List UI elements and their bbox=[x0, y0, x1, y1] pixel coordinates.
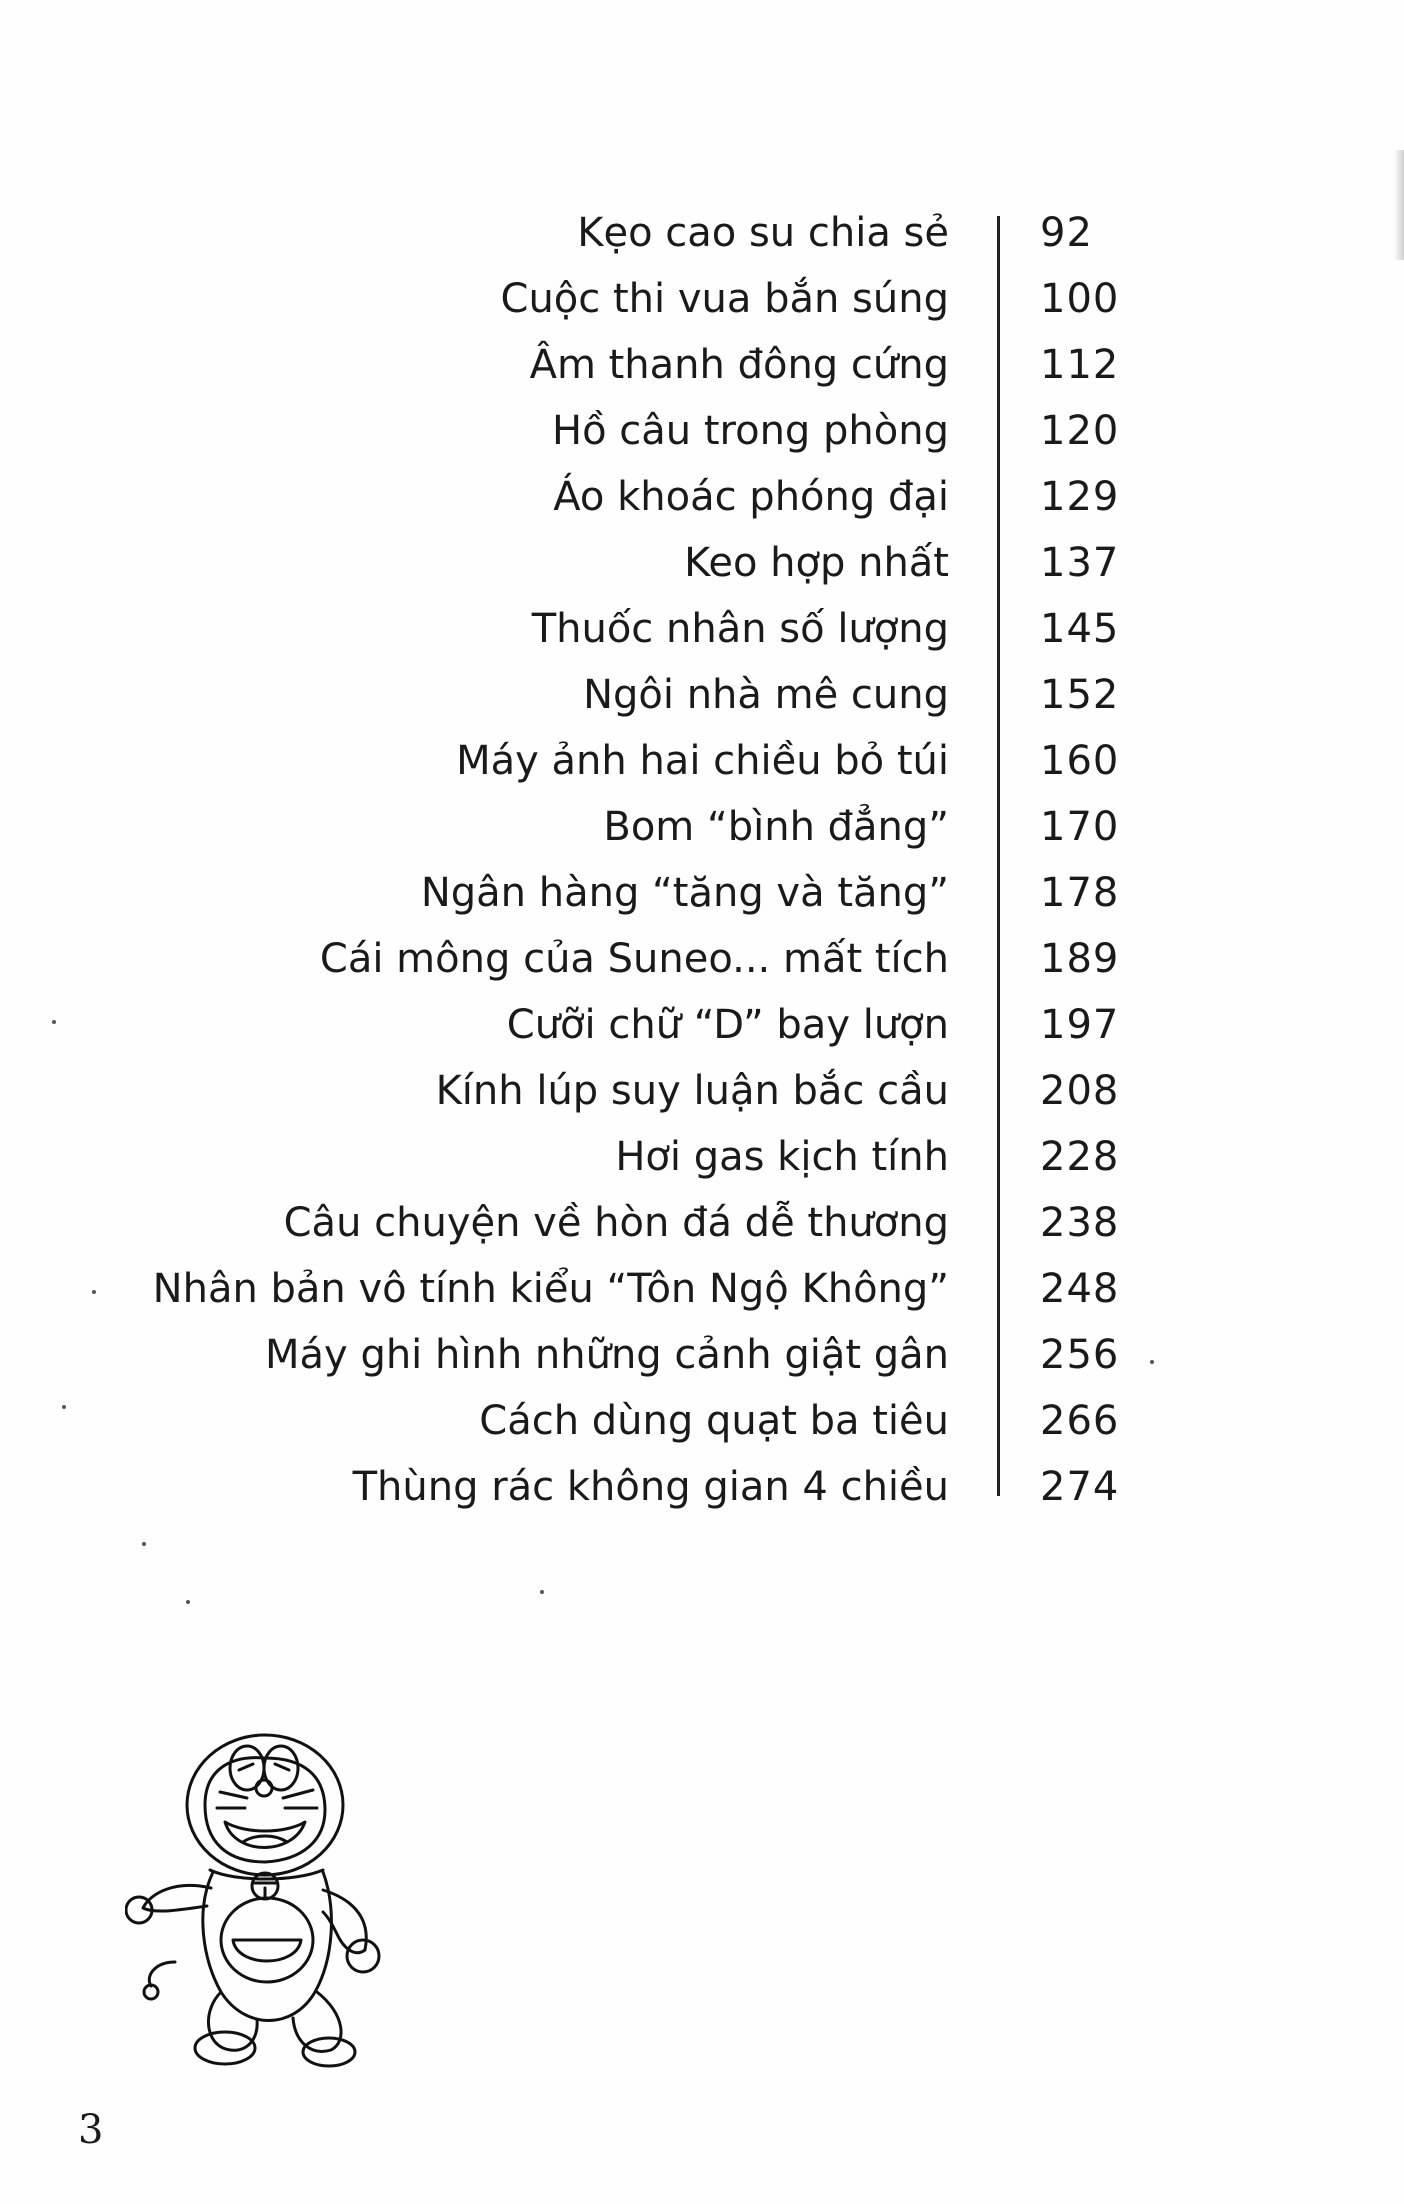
toc-entry-title: Áo khoác phóng đại bbox=[553, 474, 949, 520]
toc-entry-page: 248 bbox=[1040, 1266, 1120, 1312]
mascot-pocket bbox=[233, 1940, 301, 1961]
toc-row bbox=[0, 596, 1404, 662]
toc-entry-title: Nhân bản vô tính kiểu “Tôn Ngộ Không” bbox=[152, 1266, 949, 1312]
toc-entry-title: Cái mông của Suneo... mất tích bbox=[319, 936, 949, 982]
scan-speck bbox=[1150, 1360, 1154, 1364]
toc-row bbox=[0, 464, 1404, 530]
toc-entry-page: 160 bbox=[1040, 738, 1120, 784]
scan-speck bbox=[540, 1590, 544, 1594]
toc-row bbox=[0, 398, 1404, 464]
toc-entry-title: Hơi gas kịch tính bbox=[615, 1134, 949, 1180]
mascot-right-hand bbox=[347, 1940, 379, 1972]
toc-entry-title: Cưỡi chữ “D” bay lượn bbox=[506, 1002, 949, 1048]
scan-speck bbox=[52, 1020, 56, 1024]
toc-row bbox=[0, 926, 1404, 992]
mascot-whiskers bbox=[217, 1790, 317, 1808]
toc-row bbox=[0, 1322, 1404, 1388]
toc-entry-title: Bom “bình đẳng” bbox=[603, 804, 949, 850]
doraemon-mascot-icon bbox=[125, 1730, 385, 2080]
toc-entry-title: Cuộc thi vua bắn súng bbox=[500, 276, 949, 322]
toc-column-divider bbox=[997, 216, 1000, 1496]
toc-entry-title: Máy ảnh hai chiều bỏ túi bbox=[456, 738, 949, 784]
mascot-head bbox=[187, 1735, 343, 1875]
toc-row bbox=[0, 794, 1404, 860]
toc-row bbox=[0, 332, 1404, 398]
toc-entry-page: 120 bbox=[1040, 408, 1120, 454]
toc-entry-title: Kính lúp suy luận bắc cầu bbox=[435, 1068, 949, 1114]
toc-entry-title: Thuốc nhân số lượng bbox=[531, 606, 949, 652]
toc-row bbox=[0, 662, 1404, 728]
table-of-contents bbox=[0, 200, 1404, 1510]
toc-entry-page: 189 bbox=[1040, 936, 1120, 982]
toc-entry-page: 266 bbox=[1040, 1398, 1120, 1444]
toc-entry-page: 197 bbox=[1040, 1002, 1120, 1048]
toc-row bbox=[0, 728, 1404, 794]
toc-entry-page: 152 bbox=[1040, 672, 1120, 718]
toc-entry-title: Âm thanh đông cứng bbox=[529, 342, 949, 388]
toc-row bbox=[0, 266, 1404, 332]
scan-speck bbox=[142, 1542, 146, 1546]
toc-entry-title: Máy ghi hình những cảnh giật gân bbox=[265, 1332, 949, 1378]
toc-entry-page: 228 bbox=[1040, 1134, 1120, 1180]
toc-entry-title: Cách dùng quạt ba tiêu bbox=[479, 1398, 949, 1444]
page-number: 3 bbox=[78, 2107, 104, 2153]
mascot-nose bbox=[256, 1780, 272, 1796]
toc-row bbox=[0, 1190, 1404, 1256]
toc-entry-title: Keo hợp nhất bbox=[684, 540, 949, 586]
toc-entry-page: 137 bbox=[1040, 540, 1120, 586]
mascot-tongue bbox=[243, 1836, 287, 1842]
toc-entry-title: Hồ câu trong phòng bbox=[552, 408, 949, 454]
toc-entry-title: Câu chuyện về hòn đá dễ thương bbox=[283, 1200, 949, 1246]
toc-entry-page: 129 bbox=[1040, 474, 1120, 520]
toc-entry-page: 100 bbox=[1040, 276, 1120, 322]
toc-entry-page: 274 bbox=[1040, 1464, 1120, 1510]
toc-entry-page: 92 bbox=[1040, 210, 1093, 256]
toc-entry-title: Ngôi nhà mê cung bbox=[583, 672, 949, 718]
toc-entry-title: Ngân hàng “tăng và tăng” bbox=[420, 870, 949, 916]
toc-entry-page: 170 bbox=[1040, 804, 1120, 850]
toc-row bbox=[0, 860, 1404, 926]
toc-entry-page: 145 bbox=[1040, 606, 1120, 652]
toc-row bbox=[0, 1124, 1404, 1190]
toc-entry-page: 112 bbox=[1040, 342, 1120, 388]
toc-entry-title: Thùng rác không gian 4 chiều bbox=[352, 1464, 949, 1510]
toc-entry-page: 178 bbox=[1040, 870, 1120, 916]
mascot-right-leg bbox=[293, 1992, 341, 2051]
toc-row bbox=[0, 1388, 1404, 1454]
mascot-tail bbox=[149, 1962, 175, 1986]
toc-row bbox=[0, 992, 1404, 1058]
scan-speck bbox=[92, 1290, 96, 1294]
toc-row bbox=[0, 200, 1404, 266]
scan-speck bbox=[62, 1405, 66, 1409]
toc-row bbox=[0, 530, 1404, 596]
toc-row bbox=[0, 1058, 1404, 1124]
toc-entry-page: 208 bbox=[1040, 1068, 1120, 1114]
toc-entry-page: 256 bbox=[1040, 1332, 1120, 1378]
toc-entry-page: 238 bbox=[1040, 1200, 1120, 1246]
scan-speck bbox=[186, 1600, 190, 1604]
toc-row bbox=[0, 1454, 1404, 1520]
toc-row bbox=[0, 1256, 1404, 1322]
toc-entry-title: Kẹo cao su chia sẻ bbox=[577, 210, 949, 256]
mascot-left-leg bbox=[208, 1992, 257, 2050]
